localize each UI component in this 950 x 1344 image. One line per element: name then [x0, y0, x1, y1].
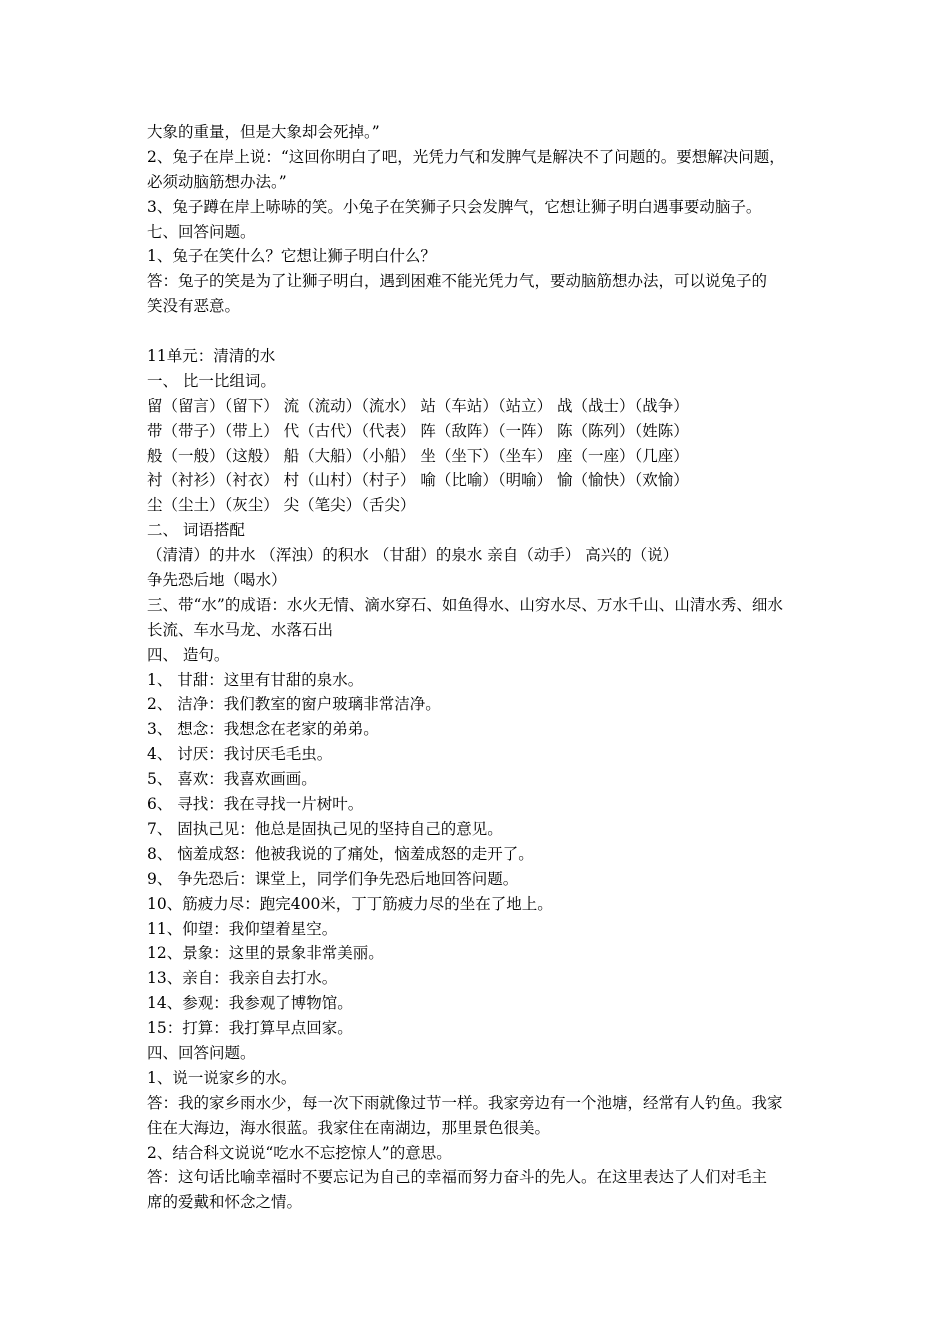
- text-line: 3、兔子蹲在岸上哧哧的笑。小兔子在笑狮子只会发脾气，它想让狮子明白遇事要动脑子。: [147, 197, 762, 216]
- answer-list: [147, 1066, 819, 1215]
- sentence-item: 9、 争先恐后：课堂上，同学们争先恐后地回答问题。: [147, 869, 519, 888]
- sentence-item: 7、 固执己见：他总是固执己见的坚持自己的意见。: [147, 819, 503, 838]
- text-line: 必须动脑筋想办法。”: [147, 172, 287, 191]
- sentence-item: 3、 想念：我想念在老家的弟弟。: [147, 720, 379, 739]
- sentence-item: 1、 甘甜：这里有甘甜的泉水。: [147, 670, 364, 689]
- word-row: 留（留言）（留下） 流（流动）（流水） 站（车站）（站立） 战（战士）（战争）: [147, 396, 689, 415]
- section-heading: 四、回答问题。: [147, 1043, 256, 1062]
- word-row: 带（带子）（带上） 代（古代）（代表） 阵（敌阵）（一阵） 陈（陈列）（姓陈）: [147, 421, 689, 440]
- sentence-item: 11、仰望：我仰望着星空。: [147, 919, 338, 938]
- answer-line: 答：我的家乡雨水少，每一次下雨就像过节一样。我家旁边有一个池塘，经常有人钓鱼。我家: [147, 1093, 783, 1112]
- sentence-list: [147, 668, 819, 1041]
- section-heading: 七、回答问题。: [147, 222, 256, 241]
- previous-section-continuation: [147, 120, 819, 319]
- question-line: 1、兔子在笑什么？它想让狮子明白什么？: [147, 247, 436, 266]
- sentence-item: 5、 喜欢：我喜欢画画。: [147, 770, 317, 789]
- answer-line: 笑没有恶意。: [147, 297, 241, 316]
- text-line: 2、兔子在岸上说：“这回你明白了吧，光凭力气和发脾气是解决不了问题的。要想解决问题，: [147, 147, 785, 166]
- sentence-item: 8、 恼羞成怒：他被我说的了痛处，恼羞成怒的走开了。: [147, 844, 534, 863]
- sentence-item: 14、参观：我参观了博物馆。: [147, 994, 353, 1013]
- document-page: [147, 120, 819, 1215]
- spacer: [147, 319, 819, 344]
- answer-line: 答：这句话比喻幸福时不要忘记为自己的幸福而努力奋斗的先人。在这里表达了人们对毛主: [147, 1168, 768, 1187]
- unit-11-section: [147, 344, 819, 1215]
- section-heading: 四、 造句。: [147, 645, 230, 664]
- sentence-item: 10、筋疲力尽：跑完400米，丁丁筋疲力尽的坐在了地上。: [147, 894, 553, 913]
- answer-line: 住在大海边，海水很蓝。我家住在南湖边，那里景色很美。: [147, 1118, 551, 1137]
- word-row: 般（一般）（这般） 船（大船）（小船） 坐（坐下）（坐车） 座（一座）（几座）: [147, 446, 689, 465]
- sentence-item: 2、 洁净：我们教室的窗户玻璃非常洁净。: [147, 695, 441, 714]
- question-line: 1、说一说家乡的水。: [147, 1068, 297, 1087]
- sentence-item: 6、 寻找：我在寻找一片树叶。: [147, 795, 364, 814]
- sentence-item: 13、亲自：我亲自去打水。: [147, 969, 338, 988]
- sentence-item: 4、 讨厌：我讨厌毛毛虫。: [147, 745, 333, 764]
- sentence-item: 12、景象：这里的景象非常美丽。: [147, 944, 384, 963]
- unit-title: 11单元：清清的水: [147, 347, 276, 366]
- idiom-line: 三、带“水”的成语：水火无情、滴水穿石、如鱼得水、山穷水尽、万水千山、山清水秀、细水: [147, 595, 783, 614]
- text-line: 大象的重量，但是大象却会死掉。”: [147, 123, 380, 141]
- question-line: 2、结合科文说说“吃水不忘挖惊人”的意思。: [147, 1143, 452, 1162]
- answer-line: 答：兔子的笑是为了让狮子明白，遇到困难不能光凭力气，要动脑筋想办法，可以说兔子的: [147, 272, 768, 291]
- answer-line: 席的爱戴和怀念之情。: [147, 1193, 303, 1212]
- word-row: 尘（尘土）（灰尘） 尖（笔尖）（舌尖）: [147, 496, 416, 515]
- text-line: 争先恐后地（喝水）: [147, 571, 287, 590]
- word-comparison-list: [147, 394, 819, 518]
- section-heading: 二、 词语搭配: [147, 521, 245, 540]
- idiom-line: 长流、车水马龙、水落石出: [147, 620, 334, 639]
- text-line: （清清）的井水 （浑浊）的积水 （甘甜）的泉水 亲自（动手） 高兴的（说）: [147, 546, 679, 565]
- word-row: 衬（衬衫）（衬衣） 村（山村）（村子） 喻（比喻）（明喻） 愉（愉快）（欢愉）: [147, 471, 689, 490]
- sentence-item: 15：打算：我打算早点回家。: [147, 1019, 353, 1038]
- section-heading: 一、 比一比组词。: [147, 371, 276, 390]
